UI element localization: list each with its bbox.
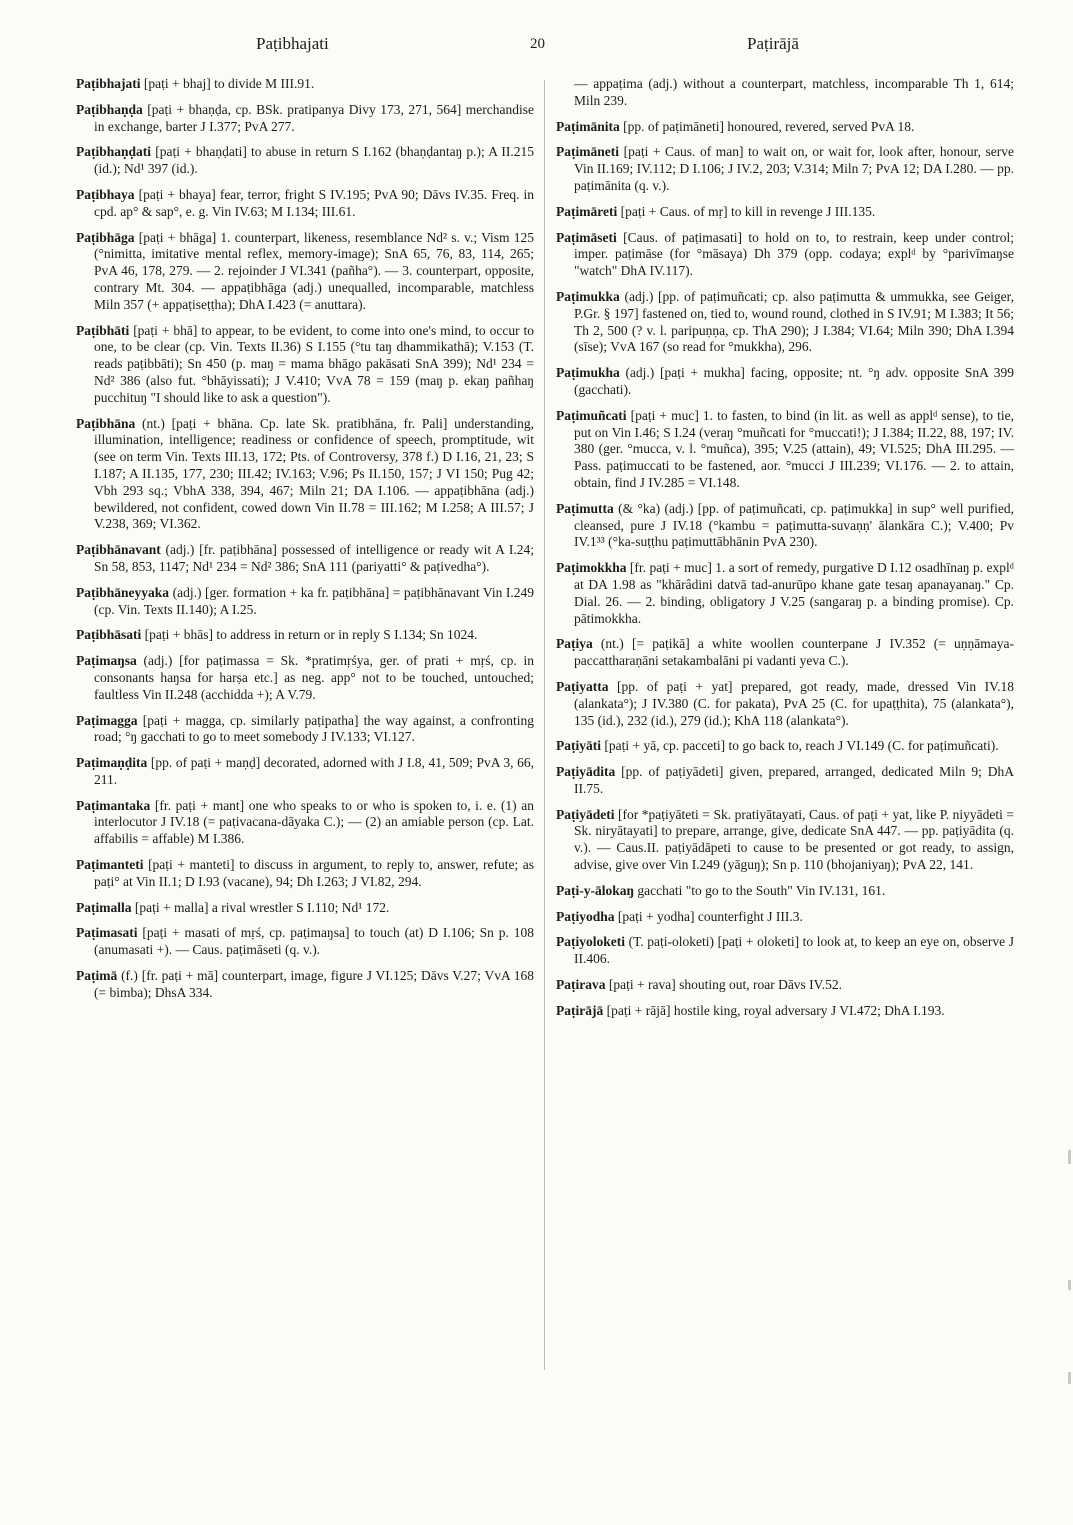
headword: Paṭimanteti bbox=[76, 857, 144, 873]
headword: Paṭimutta bbox=[556, 500, 614, 516]
headword: Paṭiyoloketi bbox=[556, 934, 625, 950]
dictionary-entry bbox=[556, 764, 1014, 798]
headword: Paṭimaŋsa bbox=[76, 653, 137, 669]
dictionary-entry bbox=[556, 909, 1014, 926]
entry-body: (nt.) [paṭi + bhāna. Cp. late Sk. pratibhāna, fr. Pali] understanding, illumination, intelligence; readiness or confidence of speech, promptitude, wit (see on term Vin. Texts III.13, 172; Pts. of Controversy, 378 f.) D I.16, 21, 23; S I.187; A II.135, 177, 230; III.42; IV.163; V.96; Ps II.150, 157; J VI 150; Pug 42; Vbh 293 sq.; VbhA 338, 394, 467; Miln 21; DA I.106. — appaṭibhāna (adj.) bewildered, not confident, cowed down Vin II.78 = III.162; M I.258; A III.57; J V.238, 369; VI.362. bbox=[94, 415, 535, 532]
entry-body: [paṭi + yodha] counterfight J III.3. bbox=[617, 908, 803, 924]
headword: Paṭibhāsati bbox=[76, 627, 142, 643]
dictionary-entry bbox=[556, 807, 1014, 874]
entry-body: [paṭi + muc] 1. to fasten, to bind (in lit. as well as applᵈ sense), to tie, put on Vin I.46; S I.24 (veraŋ °muñcati for °muccati!); J I.384; II.22, 88, 197; IV. 380 (ger. °mucca, v. l. °muñca), 395; V.25 (attain), 49; VI.525; DhA III.295. — Pass. paṭimuccati to be fastened, aor. °mucci J III.239; VI.176. — 2. to attain, obtain, find J IV.285 = VI.148. bbox=[574, 407, 1015, 490]
entry-body: [paṭi + rava] shouting out, roar Dāvs IV.52. bbox=[608, 977, 842, 993]
entry-body: [paṭi + bhās] to address in return or in reply S I.134; Sn 1024. bbox=[144, 627, 478, 643]
page-number: 20 bbox=[530, 36, 545, 52]
entry-body: (f.) [fr. paṭi + mā] counterpart, image, figure J VI.125; Dāvs V.27; VvA 168 (= bimba); DhsA 334. bbox=[94, 968, 535, 1000]
headword: Paṭimagga bbox=[76, 712, 138, 728]
entry-body: [paṭi + Caus. of mṛ] to kill in revenge J III.135. bbox=[620, 203, 876, 219]
dictionary-entry bbox=[556, 501, 1014, 551]
headword: Paṭiyādeti bbox=[556, 806, 615, 822]
entry-body: [paṭi + manteti] to discuss in argument, to reply to, answer, refute; as paṭi° at Vin II.1; D I.93 (vacane), 94; Dh I.263; J VI.82, 294. bbox=[94, 857, 535, 889]
headword: Paṭibhāna bbox=[76, 415, 136, 431]
dictionary-entry bbox=[556, 1003, 1014, 1020]
entry-body: [pp. of paṭimāneti] honoured, revered, served PvA 18. bbox=[623, 118, 915, 134]
running-head-left: Paṭibhajati bbox=[256, 34, 329, 53]
headword: Paṭibhajati bbox=[76, 76, 141, 91]
scan-edge-mark bbox=[1068, 1150, 1071, 1164]
entry-body: [paṭi + bhaṇḍati] to abuse in return S I.162 (bhaṇḍantaŋ p.); A II.215 (id.); Nd¹ 397 (id.). bbox=[94, 144, 534, 177]
dictionary-entry bbox=[76, 144, 534, 178]
entry-body: [pp. of paṭiyādeti] given, prepared, arranged, dedicated Miln 9; DhA II.75. bbox=[574, 764, 1015, 796]
column-divider bbox=[544, 80, 545, 1370]
entry-body: [Caus. of paṭimasati] to hold on to, to restrain, keep under control; imper. paṭimāse (for °māsaya) Dh 379 (opp. codaya; explᵈ by °parivīmaŋse "watch" DhA IV.117). bbox=[574, 229, 1015, 279]
headword: Paṭiyādita bbox=[556, 764, 616, 780]
scan-edge-mark bbox=[1068, 1372, 1071, 1384]
headword: Paṭimāseti bbox=[556, 229, 617, 245]
dictionary-entry bbox=[76, 713, 534, 747]
entry-body: [paṭi + bhā] to appear, to be evident, to come into one's mind, to occur to one, to be clear (cp. Vin. Texts II.36) S I.155 (°tu taŋ dhammikathā); V.153 (T. reads paṭibbāti); Sn 450 (p. maŋ = mama bhāgo pakāsati SnA 399); Nd¹ 234 = Nd² 386 (also fut. °bhāyissati); J V.410; VvA 78 = 159 (maŋ p. ekaŋ pañhaŋ pucchituŋ "I should like to ask a question"). bbox=[94, 322, 534, 405]
headword: Paṭibhaṇḍati bbox=[76, 144, 152, 160]
dictionary-entry bbox=[76, 900, 534, 917]
headword: Paṭimaṇḍita bbox=[76, 755, 148, 771]
headword: Paṭibhāga bbox=[76, 229, 135, 245]
entry-body: (adj.) [fr. paṭibhāna] possessed of intelligence or ready wit A I.24; Sn 58, 853, 1147; Nd¹ 234 = Nd² 386; SnA 111 (pariyatti° & paṭivedha°). bbox=[94, 542, 535, 574]
entry-body: [fr. paṭi + muc] 1. a sort of remedy, purgative D I.12 osadhīnaŋ p. explᵈ at DA 1.98 as "khārâdini datvā tad-anurūpo khane gate tesaŋ apanayanaŋ." Cp. Dial. 26. — 2. binding, obligatory J V.25 (sangaraŋ p. a binding promise). Cp. pātimokkha. bbox=[574, 560, 1014, 626]
headword: Paṭimalla bbox=[76, 899, 132, 915]
entry-body: [paṭi + bhaj] to divide M III.91. bbox=[143, 76, 315, 91]
running-head-right: Paṭirājā bbox=[747, 34, 799, 53]
dictionary-entry bbox=[76, 627, 534, 644]
dictionary-entry bbox=[76, 968, 534, 1002]
entry-body: [for *paṭiyāteti = Sk. pratiyātayati, Caus. of paṭi + yat, like P. niyyādeti = Sk. niryātayati] to prepare, arrange, give, dedicate SnA 447. — pp. paṭiyādita (q. v.). — Caus.II. paṭiyādāpeti to cause to be presented or got ready, to assign, advise, give over Vin I.249 (yāguŋ); Sn p. 110 (bhojaniyaŋ); PvA 22, 141. bbox=[574, 806, 1014, 873]
dictionary-entry bbox=[556, 204, 1014, 221]
entry-body: — appaṭima (adj.) without a counterpart, matchless, incomparable Th 1, 614; Miln 239. bbox=[574, 76, 1014, 108]
dictionary-entry bbox=[556, 408, 1014, 492]
headword: Paṭirājā bbox=[556, 1002, 604, 1018]
dictionary-entry bbox=[76, 542, 534, 576]
entry-body: [paṭi + Caus. of man] to wait on, or wait for, look after, honour, serve Vin II.169; IV.112; D I.106; J IV.2, 203; V.314; Miln 7; PvA 12; DA I.280. — pp. paṭimānita (q. v.). bbox=[574, 144, 1015, 193]
headword: Paṭiya bbox=[556, 636, 593, 652]
headword: Paṭimāreti bbox=[556, 203, 618, 219]
headword: Paṭibhāti bbox=[76, 322, 130, 338]
headword: Paṭi-y-ālokaŋ bbox=[556, 882, 635, 898]
dictionary-entry bbox=[76, 76, 534, 93]
dictionary-entry bbox=[556, 144, 1014, 194]
entry-body: gacchati "to go to the South" Vin IV.131, 161. bbox=[637, 882, 886, 898]
entry-body: [paṭi + malla] a rival wrestler S I.110; Nd¹ 172. bbox=[134, 899, 390, 915]
dictionary-entry bbox=[76, 585, 534, 619]
dictionary-entry bbox=[556, 636, 1014, 670]
headword: Paṭimantaka bbox=[76, 797, 151, 813]
headword: Paṭiyatta bbox=[556, 678, 609, 694]
dictionary-entry bbox=[556, 934, 1014, 968]
entry-body: (& °ka) (adj.) [pp. of paṭimuñcati, cp. paṭimukka] in sup° well purified, cleansed, pure J IV.18 (°kambu = paṭimutta-suvaṇṇ' ālankāra C.); V.400; Pv IV.1³³ (°ka-suṭṭhu paṭimuttābhānin PvA 230). bbox=[574, 500, 1014, 550]
dictionary-entry-continuation bbox=[556, 76, 1014, 110]
dictionary-entry bbox=[76, 323, 534, 407]
headword: Paṭibhaṇḍa bbox=[76, 101, 143, 117]
entry-body: (adj.) [ger. formation + ka fr. paṭibhāna] = paṭibhānavant Vin I.249 (cp. Vin. Texts II.140); A I.25. bbox=[94, 584, 535, 617]
dictionary-entry bbox=[556, 365, 1014, 399]
headword: Paṭimasati bbox=[76, 925, 138, 941]
dictionary-entry bbox=[76, 230, 534, 314]
headword: Paṭiyodha bbox=[556, 908, 615, 924]
entry-body: [pp. of paṭi + maṇḍ] decorated, adorned with J I.8, 41, 509; PvA 3, 66, 211. bbox=[94, 755, 535, 787]
entry-body: [pp. of paṭi + yat] prepared, got ready, made, dressed Vin IV.18 (alankata°); J IV.380 (C. for pakata), PvA 25 (C. for upaṭṭhita), 75 (alankata°), 135 (id.), 232 (id.), 279 (id.); KhA 118 (alankata°). bbox=[574, 678, 1014, 728]
entry-body: [paṭi + rājā] hostile king, royal adversary J VI.472; DhA I.193. bbox=[606, 1002, 945, 1018]
dictionary-entry bbox=[556, 977, 1014, 994]
headword: Paṭibhāneyyaka bbox=[76, 584, 170, 600]
headword: Paṭirava bbox=[556, 977, 606, 993]
headword: Paṭibhānavant bbox=[76, 542, 161, 558]
entry-body: (nt.) [= paṭikā] a white woollen counterpane J IV.352 (= uṇṇāmaya-paccattharaṇāni setakambalāni pi vadanti yeva C.). bbox=[574, 636, 1014, 669]
right-column bbox=[556, 76, 1014, 1029]
entry-body: [paṭi + magga, cp. similarly paṭipatha] the way against, a confronting road; °ŋ gacchati to go to meet somebody J IV.133; VI.127. bbox=[94, 712, 535, 745]
dictionary-entry bbox=[76, 416, 534, 534]
entry-body: (adj.) [paṭi + mukha] facing, opposite; nt. °ŋ adv. opposite SnA 399 (gacchati). bbox=[574, 365, 1014, 397]
headword: Paṭimukka bbox=[556, 288, 620, 304]
headword: Paṭimokkha bbox=[556, 560, 627, 576]
dictionary-entry bbox=[556, 679, 1014, 729]
dictionary-entry bbox=[76, 857, 534, 891]
headword: Paṭibhaya bbox=[76, 186, 135, 202]
dictionary-entry bbox=[556, 289, 1014, 356]
entry-body: [paṭi + masati of mṛś, cp. paṭimaŋsa] to touch (at) D I.106; Sn p. 108 (anumasati +). — Caus. paṭimāseti (q. v.). bbox=[94, 925, 535, 958]
dictionary-entry bbox=[76, 925, 534, 959]
dictionary-entry bbox=[556, 883, 1014, 900]
page-header bbox=[0, 30, 1073, 60]
entry-body: (T. paṭi-oloketi) [paṭi + oloketi] to look at, to keep an eye on, observe J II.406. bbox=[574, 934, 1014, 967]
entry-body: [paṭi + bhāga] 1. counterpart, likeness, resemblance Nd² s. v.; Vism 125 (°nimitta, imitative mental reflex, memory-image); SnA 65, 76, 83, 114, 265; PvA 46, 178, 279. — 2. rejoinder J VI.341 (pañha°). — 3. counterpart, opposite, contrary Mt. 304. — appaṭibhāga (adj.) unequalled, incomparable, matchless Miln 357 (+ appaṭiseṭṭha); DhA I.423 (= anuttara). bbox=[94, 229, 535, 312]
headword: Paṭimukha bbox=[556, 365, 620, 381]
dictionary-entry bbox=[556, 738, 1014, 755]
headword: Paṭiyāti bbox=[556, 738, 601, 754]
dictionary-entry bbox=[76, 187, 534, 221]
dictionary-entry bbox=[76, 102, 534, 136]
entry-body: [paṭi + bhaṇḍa, cp. BSk. pratipanya Divy 173, 271, 564] merchandise in exchange, barter J I.377; PvA 277. bbox=[94, 101, 535, 134]
entry-body: (adj.) [pp. of paṭimuñcati; cp. also paṭimutta & ummukka, see Geiger, P.Gr. § 197] fastened on, tied to, wound round, clothed in S IV.91; M I.383; It 56; Th 2, 500 (? v. l. paripuṇṇa, cp. ThA 290); J I.384; VI.64; Miln 390; DhA I.394 (sīse); VvA 167 (so read for °mukkha), 296. bbox=[574, 288, 1015, 355]
entry-body: [paṭi + yā, cp. pacceti] to go back to, reach J VI.149 (C. for paṭimuñcati). bbox=[604, 738, 999, 754]
scan-edge-mark bbox=[1068, 1280, 1071, 1290]
dictionary-entry bbox=[556, 560, 1014, 627]
headword: Paṭimā bbox=[76, 968, 118, 984]
entry-body: [fr. paṭi + mant] one who speaks to or who is spoken to, i. e. (1) an interlocutor J IV.18 (= paṭivacana-dāyaka C.); — (2) an amiable person (cp. Lat. affabilis = affable) M I.386. bbox=[94, 797, 535, 847]
headword: Paṭimāneti bbox=[556, 144, 619, 160]
entry-body: [paṭi + bhaya] fear, terror, fright S IV.195; PvA 90; Dāvs IV.35. Freq. in cpd. ap° & sap°, e. g. Vin IV.63; M I.134; III.61. bbox=[94, 186, 534, 219]
headword: Paṭimānita bbox=[556, 118, 620, 134]
dictionary-entry bbox=[556, 230, 1014, 280]
entry-body: (adj.) [for paṭimassa = Sk. *pratimṛśya, ger. of prati + mṛś, cp. in consonants haŋsa for harṣa etc.] as neg. app° not to be touched, untouched; faultless Vin II.248 (acchidda +); A V.79. bbox=[94, 653, 534, 702]
dictionary-entry bbox=[76, 653, 534, 703]
headword: Paṭimuñcati bbox=[556, 407, 627, 423]
left-column bbox=[76, 76, 534, 1011]
dictionary-entry bbox=[556, 119, 1014, 136]
dictionary-entry bbox=[76, 798, 534, 848]
dictionary-entry bbox=[76, 755, 534, 789]
